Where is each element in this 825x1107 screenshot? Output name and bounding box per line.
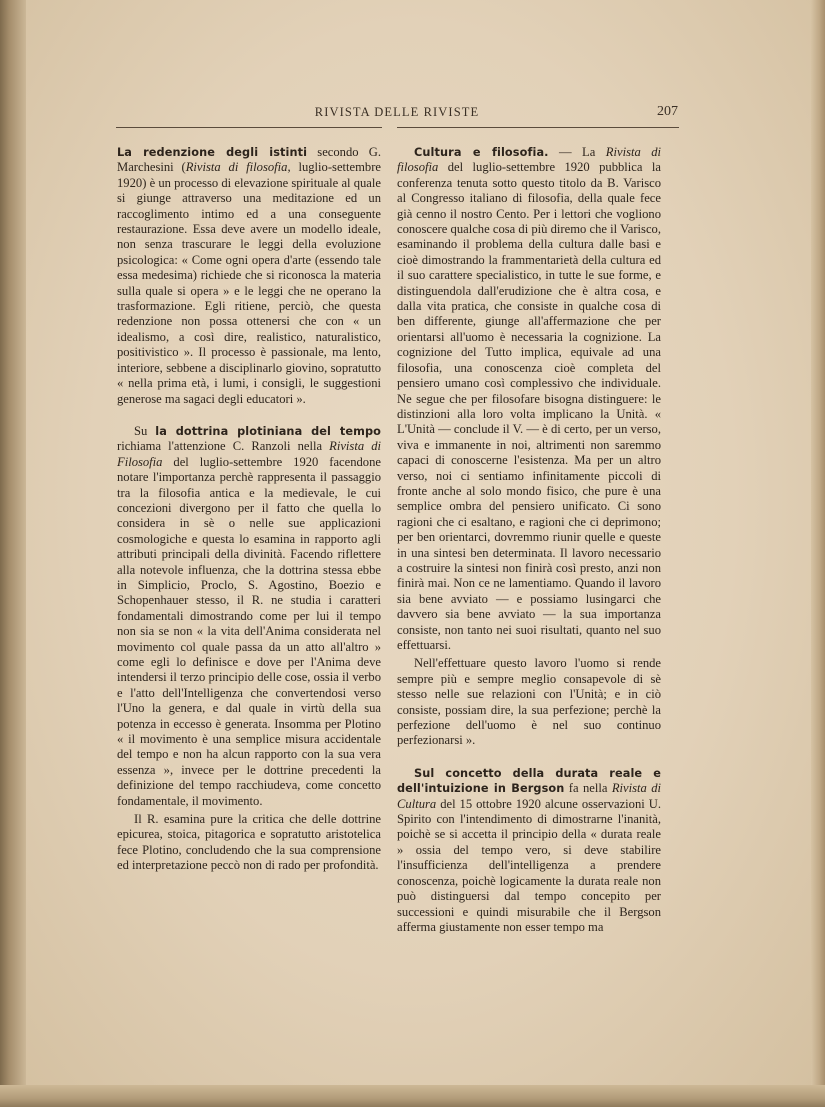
body-text: Il R. esamina pure la critica che delle dottrine epicurea, stoica, pitagorica e sopratutto aristotelica fece Plotino, concludendo che la sua comprensione ed interpretazione peccò non di rado per profondità. (117, 812, 381, 873)
paragraph-critica-plotino (117, 812, 381, 874)
page-header (116, 105, 678, 125)
body-text: del luglio-settembre 1920 facendone notare l'importanza perchè rappresenta il passaggio tra la filosofia antica e la medievale, le cui concezioni divergono per il fatto che quella lo considera in sè o nelle sue applicazioni cosmologiche e questa lo esamina in rapporto agli attributi principali della divinità. Facendo riflettere alla notevole influenza, che la dottrina stessa ebbe in Simplicio, Proclo, S. Agostino, Boezio e Schopenhauer stesso, il R. ne studia i caratteri fondamentali dimostrando come per lui il tempo non sia se non « la vita dell'Anima considerata nel movimento col quale passa da un atto all'altro » come egli lo definisce e dove per l'Anima deve intendersi il terzo principio delle cose, ossia il verbo e l'atto dell'Intelligenza che convertendosi verso l'Uno la genera, e dal quale in virtù della sua potenza in eccesso è generata. Insomma per Plotino « il movimento è una semplice misura accidentale del tempo e non ha alcun rapporto con la sua vera essenza », invece per le dottrine precedenti la definizione del tempo racchiudeva, come concetto fondamentale, il movimento. (117, 454, 381, 808)
body-text: secondo G. Marchesini ( (117, 145, 381, 175)
running-title: RIVISTA DELLE RIVISTE (314, 105, 480, 119)
body-text: luglio-settembre 1920) è un processo di elevazione spirituale al quale si giunge attraverso una meditazione ed un raccoglimento intimo ed a una conseguente restaurazione. Essa deve avere un modello ideale, non senza trascurare le leggi della evoluzione psicologica: « Come ogni opera d'arte (essendo tale essa medesima) richiede che si riconosca la materia sulla quale si opera » e le leggi che ne operano la trasformazione. Egli ritiene, perciò, che questa redenzione non possa ottenersi che con « un idealismo, a così dire, realistico, naturalistico, positivistico ». Il processo è passionale, ma lento, interiore, sebbene a disciplinarlo giovino, sopratutto « nella prima età, i lumi, i consigli, le suggestioni generose ma sagaci degli educatori ». (117, 160, 381, 406)
left-column-rule (116, 127, 382, 128)
body-text: richiama l'attenzione C. Ranzoli nella (117, 439, 330, 454)
right-column (397, 145, 661, 952)
body-text: del luglio-settembre 1920 pubblica la conferenza tenuta sotto questo titolo da B. Varisco al Congresso italiano di filosofia, della quale fece già cenno il nostro Cento. Per i lettori che vogliono conoscere qualche cosa di più diremo che il Varisco, esaminando il problema della cultura dalle basi e cioè dimostrando la frammentarietà della cultura ed il suo carattere specialistico, in tutte le sue forme, e distinguendola dall'erudizione che è altra cosa, e dalla vita pratica, che consiste in qualche cosa di ben differente, giunge all'affermazione che per orientarsi all'uomo è necessaria la cognizione. La cognizione del Tutto implica, equivale ad una filosofia, una conoscenza cioè completa del pensiero umano così complessivo che individuale. Ne segue che per filosofare bisogna distinguere: le distinzioni alla loro volta implicano la Unità. « L'Unità — conclude il V. — è di certo, per un verso, viva e immanente in noi, altrimenti non saremmo capaci di conoscerne l'esistenza. Ma per un altro verso, noi ci sentiamo infinitamente piccoli di fronte anche al solo mondo fisico, che pure è una semplice ombra del pensiero unificato. Ci sono ragioni che ci esaltano, e ragioni che ci deprimono; per ben orientarci, dovremmo riunir quelle e queste in una sintesi ben determinata. Il lavoro necessario a costruire la sintesi non finirà così presto, anzi non finirà mai. Non ce ne lamentiamo. Quando il lavoro sia bene avviato — e possiamo lusingarci che davvero sia bene avviato — la sua importanza consiste, non tanto nei suoi risultati, quanto nel suo effettuarsi. (397, 160, 661, 652)
body-text: fa nella (564, 781, 612, 796)
journal-title: Rivista di Cultura (397, 781, 662, 811)
page-right-edge (811, 0, 825, 1107)
paragraph-durata-reale (397, 766, 661, 935)
body-text: del 15 ottobre 1920 alcune osservazioni U. Spirito con l'intendimento di dimostrarne l'inanità, poichè se si accetta il principio della « durata reale » ossia del tempo vero, si deve stabilire l'insufficienza dell'intelligenza a prendere conoscenza, poichè logicamente la durata reale non può distinguersi dal tempo concepito per successioni e quindi misurabile che il Bergson afferma giustamente non esser tempo ma (397, 796, 661, 934)
page-number: 207 (657, 104, 678, 119)
article-heading: Cultura e filosofia. (414, 146, 549, 159)
journal-title: Rivista di Filosofia (117, 439, 381, 469)
journal-title: Rivista di filosofia (397, 145, 662, 175)
binding-shadow (0, 0, 26, 1107)
right-column-rule (397, 127, 679, 128)
page-bottom-edge (0, 1085, 825, 1107)
paragraph-redenzione-istinti (117, 145, 381, 407)
body-text: Su (134, 423, 156, 438)
left-column (117, 145, 381, 887)
article-heading: la dottrina plotiniana del tempo (155, 424, 382, 438)
article-heading: Sul concetto della durata reale e dell'intuizione in Bergson (397, 766, 661, 796)
paragraph-dottrina-plotiniana (117, 424, 381, 809)
body-text: — La (548, 145, 606, 159)
journal-title: Rivista di filosofia, (185, 160, 291, 175)
article-heading: La redenzione degli istinti (117, 146, 308, 159)
paragraph-effettuare-lavoro (397, 656, 661, 748)
paragraph-cultura-filosofia (397, 145, 661, 653)
body-text: Nell'effettuare questo lavoro l'uomo si rende sempre più e sempre meglio consapevole di sè stesso nelle sue relazioni con l'Unità; e in ciò consiste, possiam dire, la sua perfezione; perchè la perfezione dell'uomo è nel suo continuo perfezionarsi ». (397, 656, 661, 748)
